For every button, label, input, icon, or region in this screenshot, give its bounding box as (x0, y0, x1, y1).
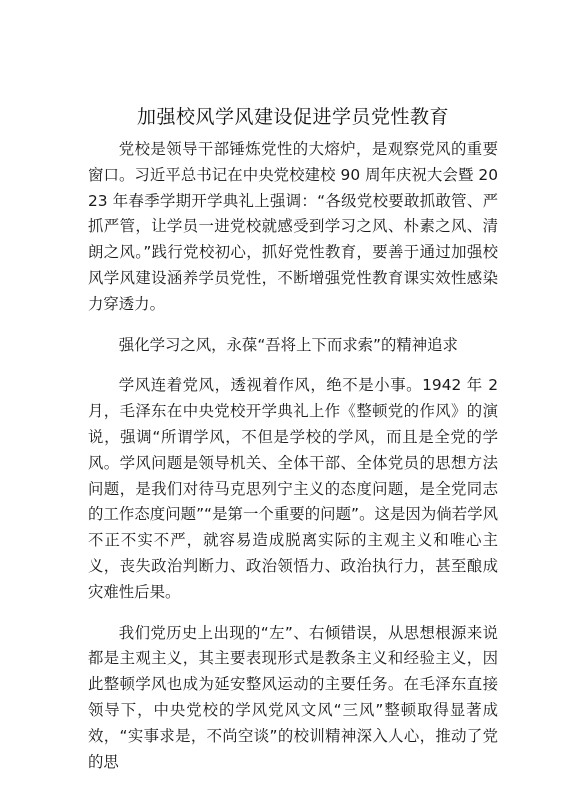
section-heading: 强化学习之风，永葆“吾将上下而求索”的精神追求 (118, 335, 458, 354)
paragraph-study-style: 学风连着党风，透视着作风，绝不是小事。1942 年 2 月，毛泽东在中央党校开学典礼上作《整顿党的作风》的演说，强调“所谓学风，不但是学校的学风，而且是全党的学风。学风问题是领导机关、全体干部、全体党员的思想方法问题，是我们对待马克思列宁主义的态度问题，是全党同志的工作态度问题”“是第一个重要的问题”。这是因为倘若学风不正不实不严，就容易造成脱离实际的主观主义和唯心主义，丧失政治判断力、政治领悟力、政治执行力，甚至酿成灾难性后果。 (88, 376, 498, 601)
document-title: 加强校风学风建设促进学员党性教育 (136, 106, 449, 128)
paragraph-intro: 党校是领导干部锤炼党性的大熔炉，是观察党风的重要窗口。习近平总书记在中央党校建校 90 周年庆祝大会暨 2023 年春季学期开学典礼上强调：“各级党校要敢抓敢管、严抓严管，让学员一进党校就感受到学习之风、朴素之风、清朗之风。”践行党校初心，抓好党性教育，要善于通过加强校风学风建设涵养学员党性，不断增强党性教育课实效性感染力穿透力。 (88, 140, 498, 313)
paragraph-history: 我们党历史上出现的“左”、右倾错误，从思想根源来说都是主观主义，其主要表现形式是教条主义和经验主义，因此整顿学风也成为延安整风运动的主要任务。在毛泽东直接领导下，中央党校的学风党风文风“三风”整顿取得显著成效，“实事求是，不尚空谈”的校训精神深入人心，推动了党的思 (88, 623, 498, 771)
document-body (88, 137, 498, 790)
